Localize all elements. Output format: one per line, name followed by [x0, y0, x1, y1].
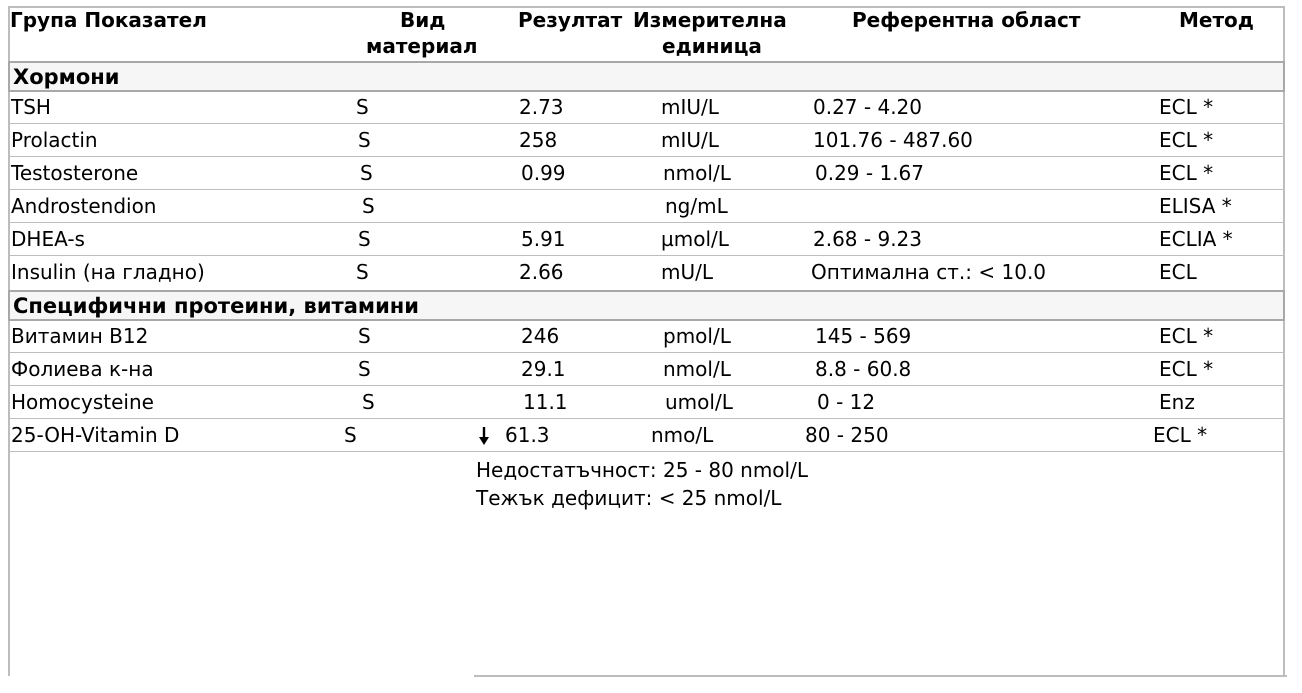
cell-material: S [358, 324, 371, 348]
section-proteins-vitamins [8, 290, 1285, 321]
cell-name: Androstendion [11, 194, 157, 218]
cell-method: ECL * [1159, 357, 1214, 381]
section-title: Хормони [13, 65, 120, 89]
cell-material: S [358, 128, 371, 152]
cell-material: S [362, 194, 375, 218]
cell-name: Фолиева к-на [11, 357, 154, 381]
cell-name: Insulin (на гладно) [11, 260, 205, 284]
table-row [8, 91, 1285, 124]
low-arrow-icon [478, 426, 490, 446]
cell-material: S [360, 161, 373, 185]
cell-unit: pmol/L [663, 324, 731, 348]
cell-name: Testosterone [11, 161, 139, 185]
header-reference: Референтна област [852, 8, 1081, 32]
cell-name: 25-OH-Vitamin D [11, 423, 180, 447]
cell-reference: 80 - 250 [805, 423, 889, 447]
note-severe-deficit: Тежък дефицит: < 25 nmol/L [476, 486, 782, 510]
cell-result: 0.99 [521, 161, 566, 185]
cell-reference: Оптимална ст.: < 10.0 [811, 260, 1047, 284]
cell-material: S [362, 390, 375, 414]
cell-method: ECL [1159, 260, 1197, 284]
cell-unit: nmo/L [651, 423, 714, 447]
cell-unit: µmol/L [661, 227, 729, 251]
header-group: Група Показател [10, 8, 207, 32]
cell-result: 5.91 [521, 227, 566, 251]
cell-method: ELISA * [1159, 194, 1232, 218]
cell-reference: 101.76 - 487.60 [813, 128, 973, 152]
cell-material: S [344, 423, 357, 447]
cell-result: 246 [521, 324, 560, 348]
cell-result: 2.73 [519, 95, 564, 119]
bottom-border [474, 675, 1287, 677]
header-result: Резултат [518, 8, 623, 32]
section-title: Специфични протеини, витамини [13, 294, 420, 318]
cell-name: DHEA-s [11, 227, 85, 251]
cell-result: 29.1 [521, 357, 566, 381]
table-row [8, 256, 1285, 289]
cell-unit: nmol/L [663, 161, 731, 185]
cell-unit: ng/mL [665, 194, 728, 218]
table-row [8, 190, 1285, 223]
cell-name: TSH [11, 95, 51, 119]
cell-material: S [356, 260, 369, 284]
cell-unit: nmol/L [663, 357, 731, 381]
cell-reference: 0.27 - 4.20 [813, 95, 922, 119]
table-row [8, 386, 1285, 419]
table-row [8, 320, 1285, 353]
cell-reference: 145 - 569 [815, 324, 912, 348]
section-hormones [8, 61, 1285, 92]
cell-method: ECL * [1153, 423, 1208, 447]
cell-method: ECL * [1159, 161, 1214, 185]
cell-unit: umol/L [665, 390, 733, 414]
header-material-line2: материал [366, 34, 478, 58]
table-row [8, 157, 1285, 190]
header-unit-line1: Измерителна [633, 8, 787, 32]
cell-unit: mU/L [661, 260, 714, 284]
cell-result: 2.66 [519, 260, 564, 284]
cell-reference: 2.68 - 9.23 [813, 227, 922, 251]
cell-method: ECL * [1159, 324, 1214, 348]
cell-name: Prolactin [11, 128, 98, 152]
table-row [8, 124, 1285, 157]
note-insufficiency: Недостатъчност: 25 - 80 nmol/L [476, 458, 808, 482]
cell-name: Витамин B12 [11, 324, 149, 348]
table-row [8, 353, 1285, 386]
header-method: Метод [1179, 8, 1254, 32]
cell-result: 61.3 [505, 423, 550, 447]
cell-material: S [358, 357, 371, 381]
cell-method: ECL * [1159, 128, 1214, 152]
table-row [8, 419, 1285, 452]
cell-reference: 0 - 12 [817, 390, 876, 414]
cell-unit: mIU/L [661, 95, 719, 119]
cell-result: 258 [519, 128, 558, 152]
cell-name: Homocysteine [11, 390, 154, 414]
cell-material: S [356, 95, 369, 119]
header-unit-line2: единица [662, 34, 762, 58]
cell-method: Enz [1159, 390, 1195, 414]
cell-unit: mIU/L [661, 128, 719, 152]
header-material-line1: Вид [400, 8, 446, 32]
cell-material: S [358, 227, 371, 251]
table-row [8, 223, 1285, 256]
cell-reference: 8.8 - 60.8 [815, 357, 912, 381]
cell-result: 11.1 [523, 390, 568, 414]
cell-method: ECL * [1159, 95, 1214, 119]
cell-method: ECLIA * [1159, 227, 1233, 251]
cell-reference: 0.29 - 1.67 [815, 161, 924, 185]
